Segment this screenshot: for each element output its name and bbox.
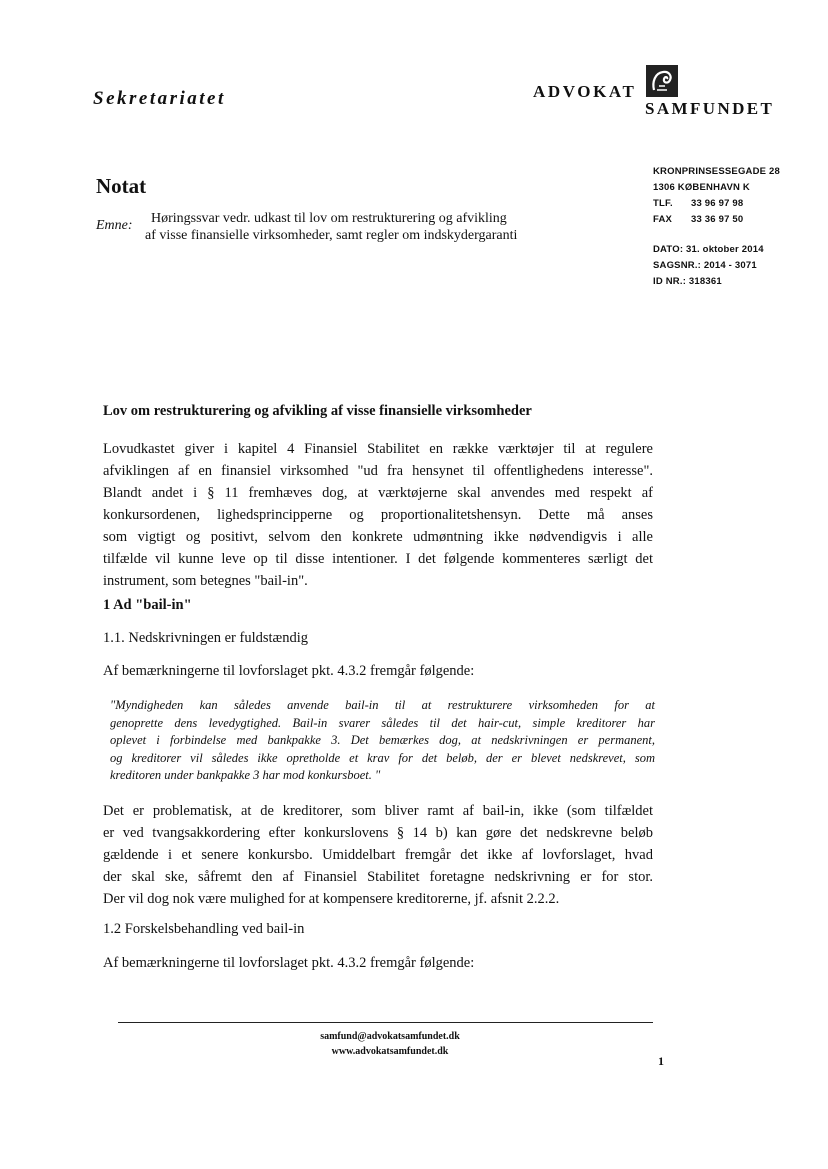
address-phone	[653, 198, 743, 209]
quote-intro-2: Af bemærkningerne til lovforslaget pkt. 4.3.2 fremgår følgende:	[103, 955, 475, 971]
paragraph-line: som vigtigt og positivt, selvom den konkrete udmøntning ikke nødvendigvis i alle	[103, 529, 653, 545]
quote-line: oplevet i forbindelse med bankpakke 3. Det bemærkes dog, at nedskrivningen er permanent,	[110, 733, 655, 747]
paragraph-line: tilfælde vil kunne leve op til disse intentioner. I det følgende kommenteres særligt det	[103, 551, 653, 567]
section-1-2-heading: 1.2 Forskelsbehandling ved bail-in	[103, 921, 305, 937]
phone-label: TLF.	[653, 198, 673, 209]
section-1-1-heading: 1.1. Nedskrivningen er fuldstændig	[103, 630, 308, 646]
paragraph-problem	[103, 800, 653, 910]
document-title: Notat	[96, 174, 147, 198]
address-city: 1306 KØBENHAVN K	[653, 182, 750, 193]
quote-intro-1: Af bemærkningerne til lovforslaget pkt. 4.3.2 fremgår følgende:	[103, 663, 475, 679]
paragraph-intro	[103, 438, 653, 592]
fax-label: FAX	[653, 214, 673, 225]
logo-word-advokat: ADVOKAT	[533, 82, 637, 101]
block-quote	[110, 697, 655, 785]
quote-line: genoprette dens levedygtighed. Bail-in svarer således til det hair-cut, simple kreditorer har	[110, 715, 655, 730]
page-number: 1	[658, 1054, 664, 1068]
paragraph-line: der skal ske, såfremt den af Finansiel Stabilitet foretagne nedskrivning er for stor.	[103, 869, 653, 885]
quote-line: og kreditorer vil således ikke opretholde et krav for det beløb, der er blevet nedskrevet, som	[110, 750, 655, 765]
paragraph-line: konkursordenen, lighedsprincipperne og proportionalitetshensyn. Dette må anses	[103, 507, 653, 523]
section-heading: Lov om restrukturering og afvikling af visse finansielle virksomheder	[103, 403, 532, 419]
quote-line: "Myndigheden kan således anvende bail-in til at restrukturere virksomheden for at	[110, 698, 655, 712]
section-1-heading: 1 Ad "bail-in"	[103, 597, 192, 613]
paragraph-line: Der vil dog nok være mulighed for at kompensere kreditorerne, jf. afsnit 2.2.2.	[103, 891, 560, 907]
advokatsamfundet-logo-icon	[645, 64, 679, 98]
paragraph-line: Lovudkastet giver i kapitel 4 Finansiel Stabilitet en række værktøjer til at regulere	[103, 441, 653, 457]
address-fax	[653, 214, 743, 225]
paragraph-line: afviklingen af en finansiel virksomhed "ud fra hensynet til offentlighedens interesse".	[103, 463, 653, 479]
paragraph-line: Det er problematisk, at de kreditorer, som bliver ramt af bail-in, ikke (som tilfældet	[103, 803, 653, 819]
id-number: ID NR.: 318361	[653, 276, 722, 287]
paragraph-line: instrument, som betegnes "bail-in".	[103, 573, 308, 589]
phone-number: 33 96 97 98	[691, 198, 744, 209]
footer-website: www.advokatsamfundet.dk	[331, 1046, 449, 1057]
logo-word-samfundet: SAMFUNDET	[645, 99, 775, 118]
date-field: DATO: 31. oktober 2014	[653, 244, 764, 255]
address-street: KRONPRINSESSEGADE 28	[653, 166, 781, 177]
subject-label: Emne:	[96, 218, 133, 233]
fax-number: 33 36 97 50	[691, 214, 744, 225]
case-number: SAGSNR.: 2014 - 3071	[653, 260, 757, 271]
subject-line-2: af visse finansielle virksomheder, samt regler om indskydergaranti	[145, 228, 518, 243]
footer-divider	[118, 1022, 653, 1023]
subject-line-1: Høringssvar vedr. udkast til lov om restrukturering og afvikling	[151, 211, 507, 226]
department-name: Sekretariatet	[93, 88, 226, 109]
quote-line: kreditoren under bankpakke 3 har mod konkursboet. "	[110, 768, 381, 782]
paragraph-line: er ved tvangsakkordering efter konkurslovens § 14 b) kan gøre det nedskrevne beløb	[103, 825, 653, 841]
paragraph-line: gældende i et senere konkursbo. Umiddelbart fremgår det ikke af lovforslaget, hvad	[103, 847, 653, 863]
footer-email: samfund@advokatsamfundet.dk	[320, 1031, 460, 1042]
paragraph-line: Blandt andet i § 11 fremhæves dog, at værktøjerne skal anvendes med respekt af	[103, 485, 653, 501]
